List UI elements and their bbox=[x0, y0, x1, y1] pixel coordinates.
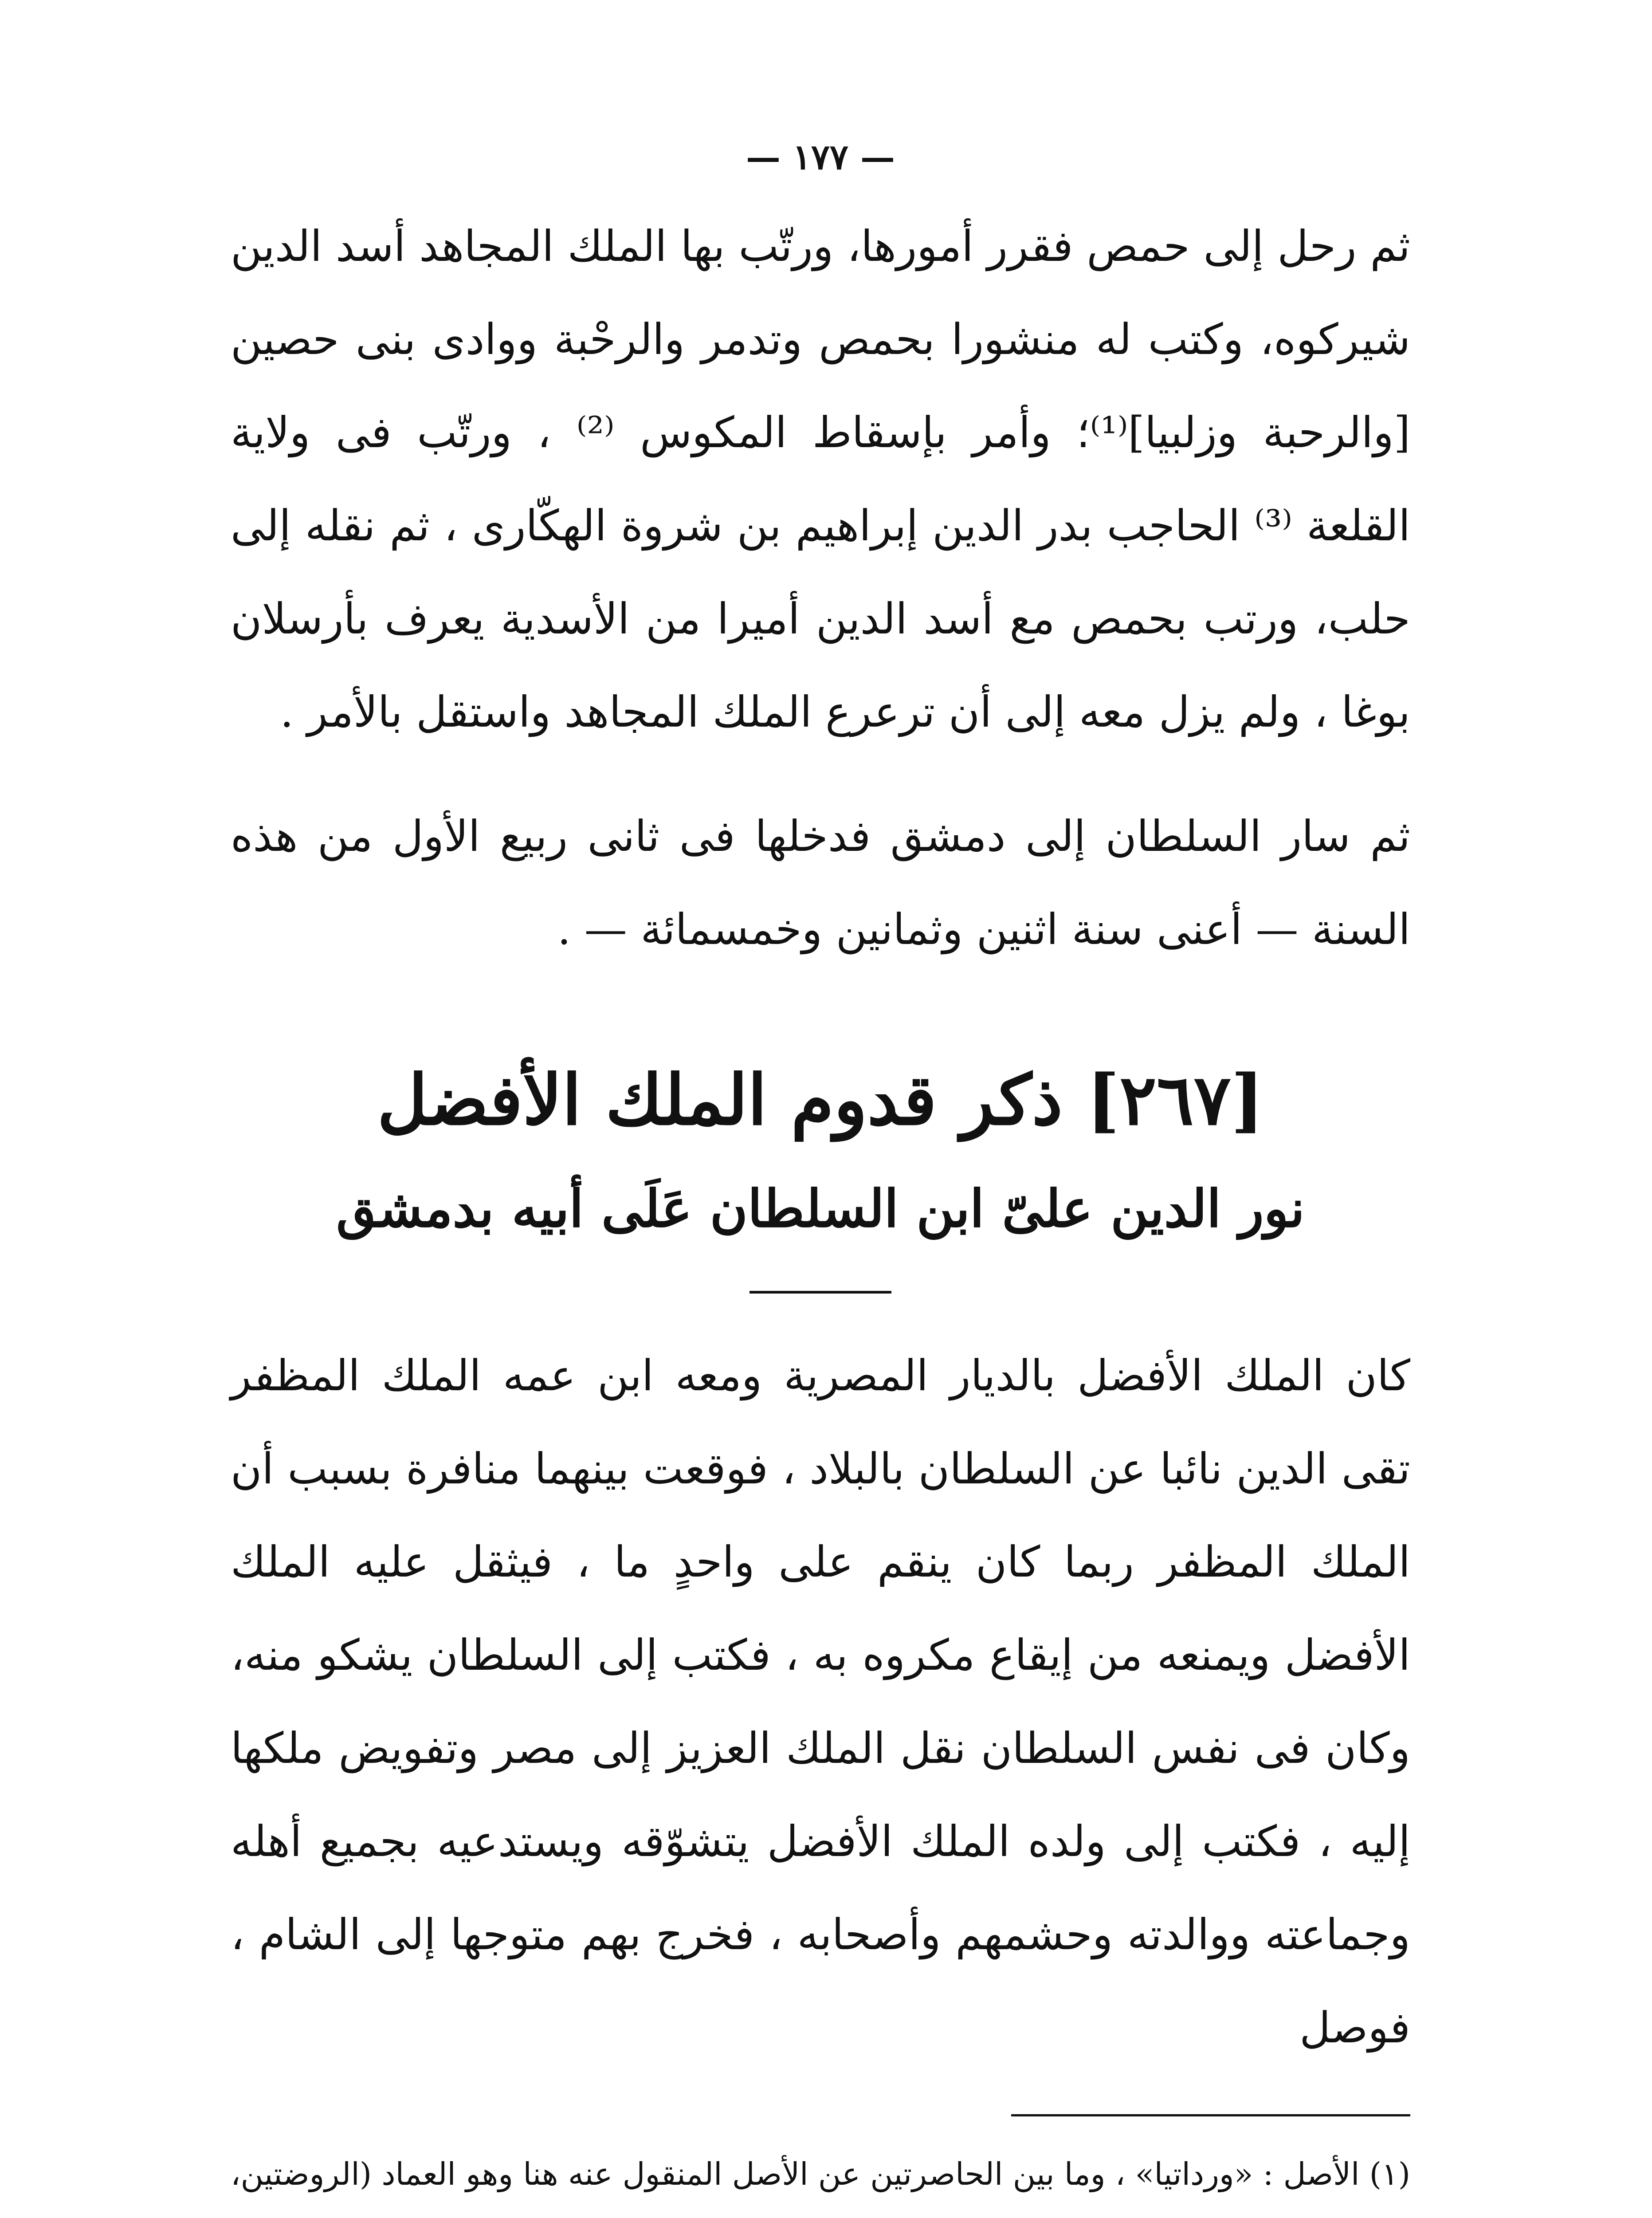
footnote-1: (١) الأصل : «ورداتيا» ، وما بين الحاصرتين عن الأصل المنقول عنه هنا وهو العماد (الروضتين، bbox=[231, 2156, 1410, 2192]
heading-divider bbox=[749, 1291, 891, 1294]
document-page bbox=[231, 133, 1410, 2218]
body-paragraph-2: ثم سار السلطان إلى دمشق فدخلها فى ثانى ربيع الأول من هذه السنة — أعنى سنة اثنين وثمانين وخمسمائة — . bbox=[231, 811, 1411, 954]
body-paragraph-3: كان الملك الأفضل بالديار المصرية ومعه ابن عمه الملك المظفر تقى الدين نائبا عن السلطان بالبلاد ، فوقعت بينهما منافرة بسبب أن الملك المظفر ربما كان ينقم على واحدٍ ما ، فيثقل عليه الملك الأفضل ويمنعه من إيقاع مكروه به ، فكتب إلى السلطان يشكو منه، وكان فى نفس السلطان نقل الملك العزيز إلى مصر وتفويض ملكها إليه ، فكتب إلى ولده الملك الأفضل يتشوّقه ويستدعيه بجميع أهله وجماعته ووالدته وحشمهم وأصحابه ، فخرج بهم متوجها إلى الشام ، فوصل bbox=[231, 1351, 1410, 2053]
footnote-divider bbox=[1011, 2114, 1410, 2116]
section-title: [٢٦٧] ذكر قدوم الملك الأفضل bbox=[377, 1059, 1264, 1140]
body-paragraph-1: ثم رحل إلى حمص فقرر أمورها، ورتّب بها الملك المجاهد أسد الدين شيركوه، وكتب له منشورا بحمص وتدمر والرحْبة ووادى بنى حصين [والرحبة وزلبيا]⁽¹⁾؛ وأمر بإسقاط المكوس ⁽²⁾ ، ورتّب فى ولاية القلعة ⁽³⁾ الحاجب بدر الدين إبراهيم بن شروة الهكّارى ، ثم نقله إلى حلب، ورتب بحمص مع أسد الدين أميرا من الأسدية يعرف بأرسلان بوغا ، ولم يزل معه إلى أن ترعرع الملك المجاهد واستقل بالأمر . bbox=[231, 221, 1411, 737]
section-subtitle: نور الدين علىّ ابن السلطان عَلَى أبيه بدمشق bbox=[336, 1179, 1305, 1239]
page-number: — ١٧٧ — bbox=[746, 137, 895, 177]
paragraph-gap bbox=[231, 759, 1410, 790]
section-heading bbox=[231, 1042, 1410, 1294]
footnotes bbox=[231, 2143, 1410, 2218]
